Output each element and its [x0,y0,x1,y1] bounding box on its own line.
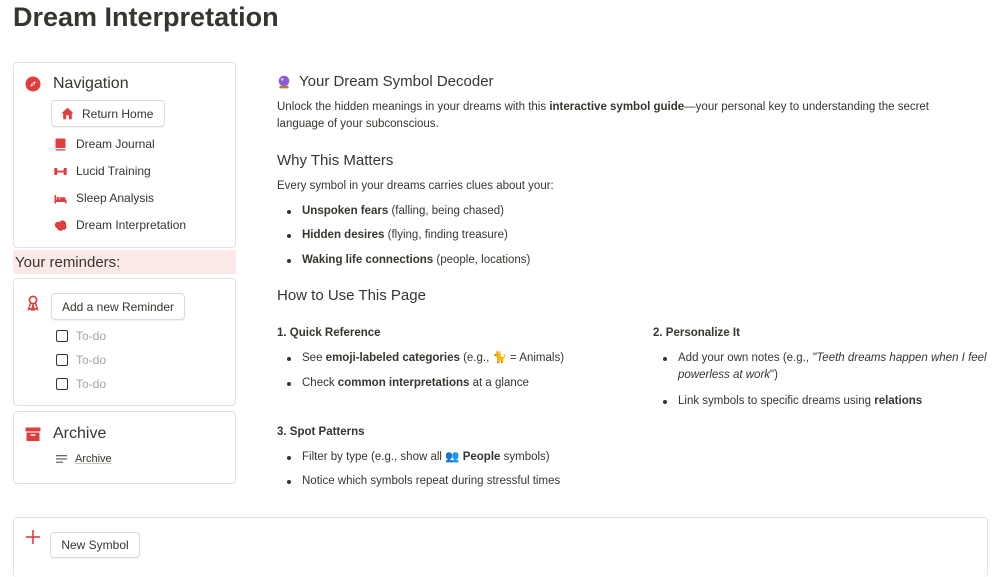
qr-text: at a glance [469,377,529,389]
sp-bold: People [462,451,501,463]
pz-text: Add your own notes (e.g., [678,352,813,364]
decoder-heading [277,73,494,90]
sp-text: symbols) [500,451,550,463]
todo-checkbox[interactable] [56,354,68,366]
todo-label[interactable]: To-do [76,377,107,391]
home-icon [61,107,74,120]
qr-bold: emoji-labeled categories [325,352,460,364]
qr-text: (e.g., [459,352,493,364]
why-bullet-bold: Hidden desires [302,229,385,241]
archive-heading-label: Archive [53,425,107,442]
nav-item-label: Lucid Training [76,164,151,178]
sp-text: Notice which symbols repeat during stressful times [302,475,561,487]
why-bullet [287,203,504,220]
crystal-ball-icon [277,75,291,89]
navigation-heading-label: Navigation [53,75,129,92]
archive-card [13,411,236,484]
why-text: Every symbol in your dreams carries clues about your: [277,180,554,192]
quick-ref-bullet [287,350,564,367]
how-heading: How to Use This Page [277,287,426,304]
intro-text: Unlock the hidden meanings in your dreams with this [277,101,550,113]
todo-item[interactable] [56,353,106,367]
why-bullet [287,252,530,269]
cloud-icon [54,219,67,232]
intro-text-cont: —your personal key to understanding the secret [684,101,930,113]
why-bullet-text: (people, locations) [433,254,531,266]
return-home-label: Return Home [82,106,154,121]
quick-reference-heading: 1. Quick Reference [277,327,381,339]
personalize-heading: 2. Personalize It [653,327,740,339]
page-title: Dream Interpretation [13,2,279,32]
pz-text: Link symbols to specific dreams using [678,395,875,407]
personalize-bullet [663,350,993,384]
personalize-bullet [663,393,922,410]
decoder-title: Your Dream Symbol Decoder [299,73,494,90]
reminders-banner [13,250,236,274]
cat-emoji-icon: 🐈 [492,352,507,364]
intro-bold: interactive symbol guide [549,101,685,113]
nav-item-dream-journal[interactable] [54,137,155,151]
todo-label[interactable]: To-do [76,329,107,343]
reminders-banner-label: Your reminders: [15,254,121,271]
quick-ref-bullet [287,375,529,392]
todo-label[interactable]: To-do [76,353,107,367]
navigation-heading [25,75,129,93]
list-icon [56,454,67,464]
why-bullet [287,227,508,244]
nav-item-sleep-analysis[interactable] [54,191,154,205]
new-symbol-button[interactable]: New Symbol [50,532,140,558]
qr-text: Check [302,377,338,389]
qr-text: = Animals) [506,352,565,364]
pz-italic: powerless at work [678,369,771,381]
todo-item[interactable] [56,329,106,343]
spot-bullet [287,473,560,490]
reminders-card [13,278,236,406]
sp-text: Filter by type (e.g., show all [302,451,446,463]
navigation-card [13,62,236,248]
nav-item-lucid-training[interactable] [54,164,151,178]
archive-heading [25,425,106,443]
todo-item[interactable] [56,377,106,391]
intro-paragraph [277,99,977,133]
nav-item-label: Dream Journal [76,137,155,151]
nav-item-dream-interpretation[interactable] [54,218,186,232]
intro-text-line2: language of your subconscious. [277,118,439,130]
dumbbell-icon [54,165,67,178]
qr-text: See [302,352,326,364]
pz-text: ") [770,369,778,381]
return-home-button[interactable] [51,100,165,127]
pz-bold: relations [874,395,923,407]
why-bullet-text: (falling, being chased) [388,205,504,217]
ribbon-icon [26,295,40,311]
bed-icon [54,192,67,205]
qr-bold: common interpretations [337,377,470,389]
book-icon [54,138,67,151]
why-bullet-bold: Waking life connections [302,254,434,266]
archive-box-icon [25,426,41,442]
compass-icon [25,76,41,92]
spot-bullet [287,449,550,466]
people-emoji-icon: 👥 [445,451,460,463]
archive-link-label[interactable]: Archive [75,453,112,465]
nav-item-label: Sleep Analysis [76,191,155,205]
pz-italic: "Teeth dreams happen when I feel [812,352,987,364]
spot-patterns-heading: 3. Spot Patterns [277,426,365,438]
todo-checkbox[interactable] [56,330,68,342]
new-symbol-card [13,517,988,577]
archive-link[interactable] [56,453,112,465]
nav-item-label: Dream Interpretation [76,218,187,232]
plus-icon[interactable] [26,530,40,544]
todo-checkbox[interactable] [56,378,68,390]
add-reminder-button[interactable]: Add a new Reminder [51,293,185,320]
why-bullet-text: (flying, finding treasure) [384,229,508,241]
why-bullet-bold: Unspoken fears [302,205,389,217]
why-heading: Why This Matters [277,152,394,169]
